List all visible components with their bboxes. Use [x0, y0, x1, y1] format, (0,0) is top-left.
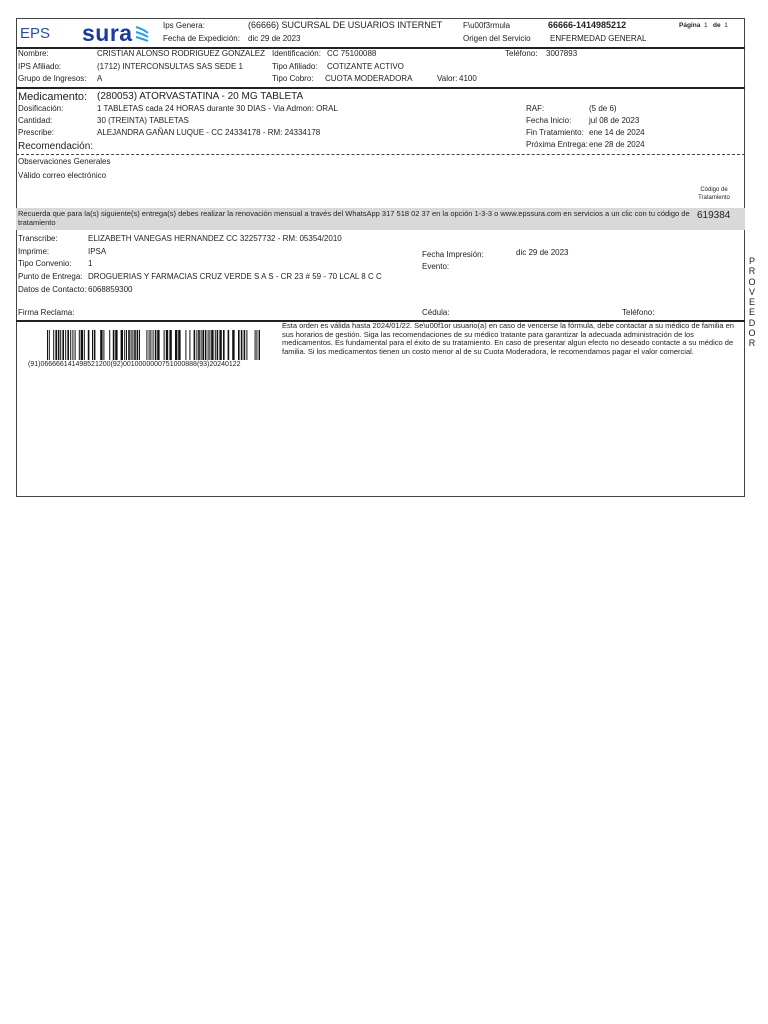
pagina-label: Página: [679, 22, 701, 29]
fin-tratamiento-value: ene 14 de 2024: [589, 128, 645, 137]
raf-label: RAF:: [526, 104, 545, 113]
form-frame: [16, 18, 745, 497]
identificacion-value: CC 75100088: [327, 49, 377, 58]
datos-contacto-value: 6068859300: [88, 285, 133, 294]
recomendacion-label: Recomendación:: [18, 141, 94, 152]
de-label: de: [712, 22, 721, 29]
punto-entrega-label: Punto de Entrega:: [18, 272, 83, 281]
firma-label: Firma Reclama:: [18, 308, 75, 317]
fecha-expedicion-value: dic 29 de 2023: [248, 34, 301, 43]
proveedor-letter: O: [748, 276, 756, 287]
cedula-label: Cédula:: [422, 308, 450, 317]
tipo-convenio-label: Tipo Convenio:: [18, 259, 72, 268]
telefono-reclama-label: Teléfono:: [622, 308, 655, 317]
fecha-impresion-label: Fecha Impresión:: [422, 250, 484, 259]
cantidad-label: Cantidad:: [18, 116, 53, 125]
evento-label: Evento:: [422, 262, 450, 271]
origen-value: ENFERMEDAD GENERAL: [550, 34, 647, 43]
imprime-value: IPSA: [88, 247, 107, 256]
proveedor-letter: E: [748, 297, 755, 308]
proxima-entrega-label: Próxima Entrega:: [526, 140, 588, 149]
fecha-impresion-value: dic 29 de 2023: [516, 248, 569, 257]
grupo-value: A: [97, 74, 103, 83]
fecha-inicio-value: jul 08 de 2023: [589, 116, 640, 125]
prescribe-value: ALEJANDRA GAÑAN LUQUE - CC 24334178 - RM: 24334178: [97, 128, 321, 137]
cantidad-value: 30 (TREINTA) TABLETAS: [97, 116, 189, 125]
proveedor-letter: E: [748, 307, 755, 318]
nombre-value: CRISTIAN ALONSO RODRIGUEZ GONZALEZ: [97, 49, 266, 58]
codigo-label-line1: Código de: [700, 187, 728, 193]
medicamento-label: Medicamento:: [18, 91, 88, 103]
patient-divider: [16, 87, 745, 89]
codigo-label-line2: Tratamiento: [698, 194, 730, 201]
proveedor-letter: P: [748, 256, 755, 266]
proveedor-letter: V: [748, 286, 755, 297]
formula-label: F\u00f3rmula: [463, 21, 511, 30]
validity-notice: Esta orden es válida hasta 2024/01/22. Se\u00f1or usuario(a) en caso de vencerse la fórmula, debe contactar a su médico de familia en sus horarios de gestión. Siga las recomendaciones de su médico tratante para garantizar la adecuada administración de los medicamentos. Es fundamental para el éxito de su tratamiento. En caso de presentar algun efecto no deseado contacte a su médico de familia. Si los medicamentos tienen un costo menor al de su Cuota Moderadora, le recomendamos pagar el valor comercial.: [282, 321, 734, 356]
tipo-afiliado-value: COTIZANTE ACTIVO: [327, 62, 404, 71]
valor-value: 4100: [459, 74, 477, 83]
sura-wave-icon: [134, 23, 150, 43]
transcribe-label: Transcribe:: [18, 234, 58, 243]
fecha-inicio-label: Fecha Inicio:: [526, 116, 572, 125]
telefono-label: Teléfono:: [505, 49, 538, 58]
barcode-text: (91)066666141498521200(92)0010000000751000888(93)20240122: [28, 361, 241, 368]
raf-value: (5 de 6): [589, 104, 617, 113]
proveedor-letter: R: [748, 266, 756, 277]
dosificacion-value: 1 TABLETAS cada 24 HORAS durante 30 DIAS - Via Admon: ORAL: [97, 104, 338, 113]
valor-label: Valor:: [437, 74, 458, 83]
medicamento-value: (280053) ATORVASTATINA - 20 MG TABLETA: [97, 91, 304, 102]
ips-afiliado-label: IPS Afiliado:: [18, 62, 62, 71]
ips-genera-label: Ips Genera:: [163, 21, 205, 30]
tipo-cobro-label: Tipo Cobro:: [272, 74, 314, 83]
codigo-tratamiento-label: [690, 187, 738, 202]
prescribe-label: Prescribe:: [18, 128, 55, 137]
formula-value: 66666-1414985212: [548, 20, 627, 30]
medication-divider: [16, 154, 745, 155]
sura-logo: [82, 21, 133, 45]
fin-tratamiento-label: Fin Tratamiento:: [526, 128, 584, 137]
ips-genera-value: (66666) SUCURSAL DE USUARIOS INTERNET: [248, 20, 443, 30]
pagina-num: 1: [703, 22, 708, 29]
tipo-cobro-value: CUOTA MODERADORA: [325, 74, 413, 83]
imprime-label: Imprime:: [18, 247, 50, 256]
proxima-entrega-value: ene 28 de 2024: [589, 140, 645, 149]
barcode-image: [47, 330, 260, 360]
telefono-value: 3007893: [546, 49, 578, 58]
observaciones-title: Observaciones Generales: [18, 157, 111, 166]
grupo-label: Grupo de Ingresos:: [18, 74, 87, 83]
sura-logo-text: sura: [82, 20, 133, 46]
proveedor-vertical-label: [748, 256, 756, 349]
eps-label: EPS: [20, 25, 51, 42]
tipo-afiliado-label: Tipo Afiliado:: [272, 62, 318, 71]
dosificacion-label: Dosificación:: [18, 104, 64, 113]
datos-contacto-label: Datos de Contacto:: [18, 285, 87, 294]
transcribe-value: ELIZABETH VANEGAS HERNANDEZ CC 32257732 - RM: 05354/2010: [88, 234, 342, 243]
observaciones-text: Válido correo electrónico: [18, 171, 107, 180]
codigo-tratamiento-value: 619384: [697, 210, 731, 221]
pagina-total: 1: [724, 22, 728, 29]
identificacion-label: Identificación:: [272, 49, 321, 58]
proveedor-letter: D: [748, 317, 756, 328]
reminder-text: Recuerda que para la(s) siguiente(s) entrega(s) debes realizar la renovación mensual a través del WhatsApp 317 518 02 37 en la opción 1-3-3 o www.epssura.com en servicios a un clic con tu código de tratamiento: [18, 209, 690, 227]
pagina-indicator: [679, 22, 728, 30]
nombre-label: Nombre:: [18, 49, 49, 58]
proveedor-letter: O: [748, 328, 756, 339]
origen-label: Origen del Servicio: [463, 34, 531, 43]
punto-entrega-value: DROGUERIAS Y FARMACIAS CRUZ VERDE S A S - CR 23 # 59 - 70 LCAL 8 C C: [88, 272, 382, 281]
tipo-convenio-value: 1: [88, 259, 93, 268]
fecha-expedicion-label: Fecha de Expedición:: [163, 34, 240, 43]
ips-afiliado-value: (1712) INTERCONSULTAS SAS SEDE 1: [97, 62, 243, 71]
proveedor-letter: R: [748, 338, 756, 349]
